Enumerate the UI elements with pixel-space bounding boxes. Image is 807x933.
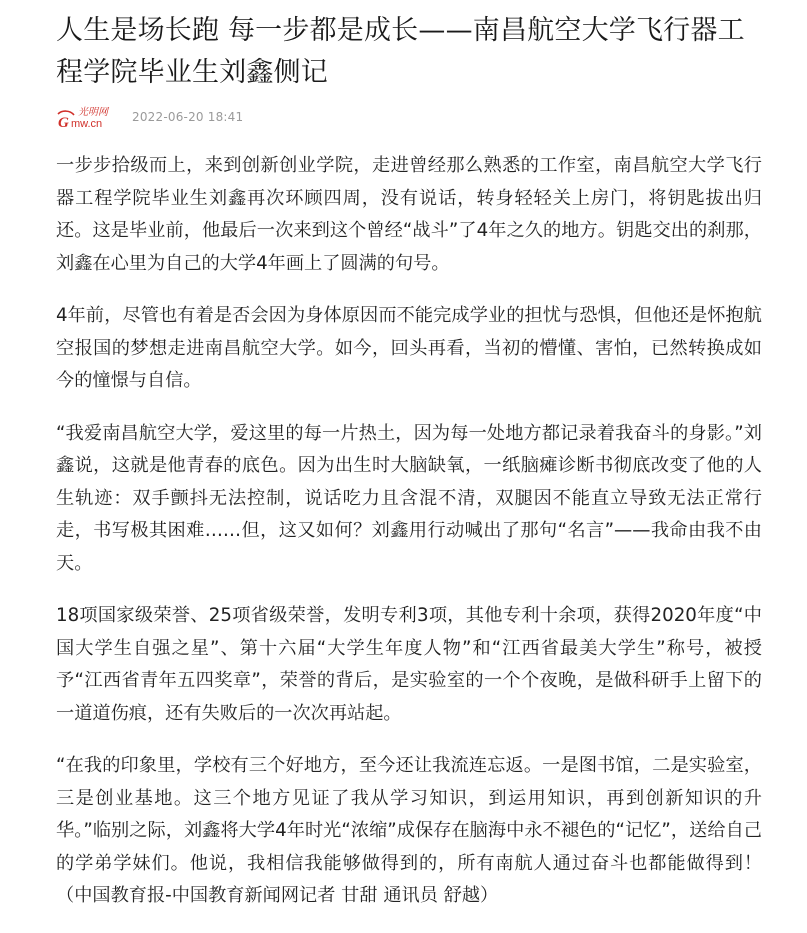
logo-text-top: 光明网 bbox=[78, 107, 108, 118]
article-title: 人生是场长跑 每一步都是成长——南昌航空大学飞行器工程学院毕业生刘鑫侧记 bbox=[56, 15, 745, 88]
gmw-logo-icon[interactable] bbox=[56, 104, 120, 130]
paragraph: 4年前，尽管也有着是否会因为身体原因而不能完成学业的担忧与恐惧，但他还是怀抱航空报国的梦想走进南昌航空大学。如今，回头再看，当初的懵懂、害怕，已然转换成如今的憧憬与自信。 bbox=[56, 305, 762, 391]
paragraph: “我爱南昌航空大学，爱这里的每一片热土，因为每一处地方都记录着我奋斗的身影。”刘鑫说，这就是他青春的底色。因为出生时大脑缺氧，一纸脑瘫诊断书彻底改变了他的人生轨迹：双手颤抖无法控制，说话吃力且含混不清，双腿因不能直立导致无法正常行走，书写极其困难……但，这又如何？刘鑫用行动喊出了那句“名言”——我命由我不由天。 bbox=[56, 422, 762, 574]
paragraph: “在我的印象里，学校有三个好地方，至今还让我流连忘返。一是图书馆，二是实验室，三是创业基地。这三个地方见证了我从学习知识，到运用知识，再到创新知识的升华。”临别之际，刘鑫将大学4年时光“浓缩”成保存在脑海中永不褪色的“记忆”，送给自己的学弟学妹们。他说，我相信我能够做得到的，所有南航人通过奋斗也都能做得到！（中国教育报-中国教育新闻网记者 甘甜 通讯员 舒越） bbox=[56, 755, 762, 906]
article-body bbox=[56, 150, 762, 913]
publish-date: 2022-06-20 18:41 bbox=[132, 110, 244, 124]
paragraph: 18项国家级荣誉、25项省级荣誉，发明专利3项，其他专利十余项，获得2020年度“中国大学生自强之星”、第十六届“大学生年度人物”和“江西省最美大学生”称号，被授予“江西省青年五四奖章”，荣誉的背后，是实验室的一个个夜晚，是做科研手上留下的一道道伤痕，还有失败后的一次次再站起。 bbox=[56, 605, 762, 724]
logo-text-bottom: mw.cn bbox=[71, 118, 103, 130]
article-meta bbox=[56, 102, 762, 132]
logo-mark: G bbox=[58, 115, 69, 130]
paragraph: 一步步拾级而上，来到创新创业学院，走进曾经那么熟悉的工作室，南昌航空大学飞行器工程学院毕业生刘鑫再次环顾四周，没有说话，转身轻轻关上房门，将钥匙拔出归还。这是毕业前，他最后一次来到这个曾经“战斗”了4年之久的地方。钥匙交出的刹那，刘鑫在心里为自己的大学4年画上了圆满的句号。 bbox=[56, 155, 762, 274]
